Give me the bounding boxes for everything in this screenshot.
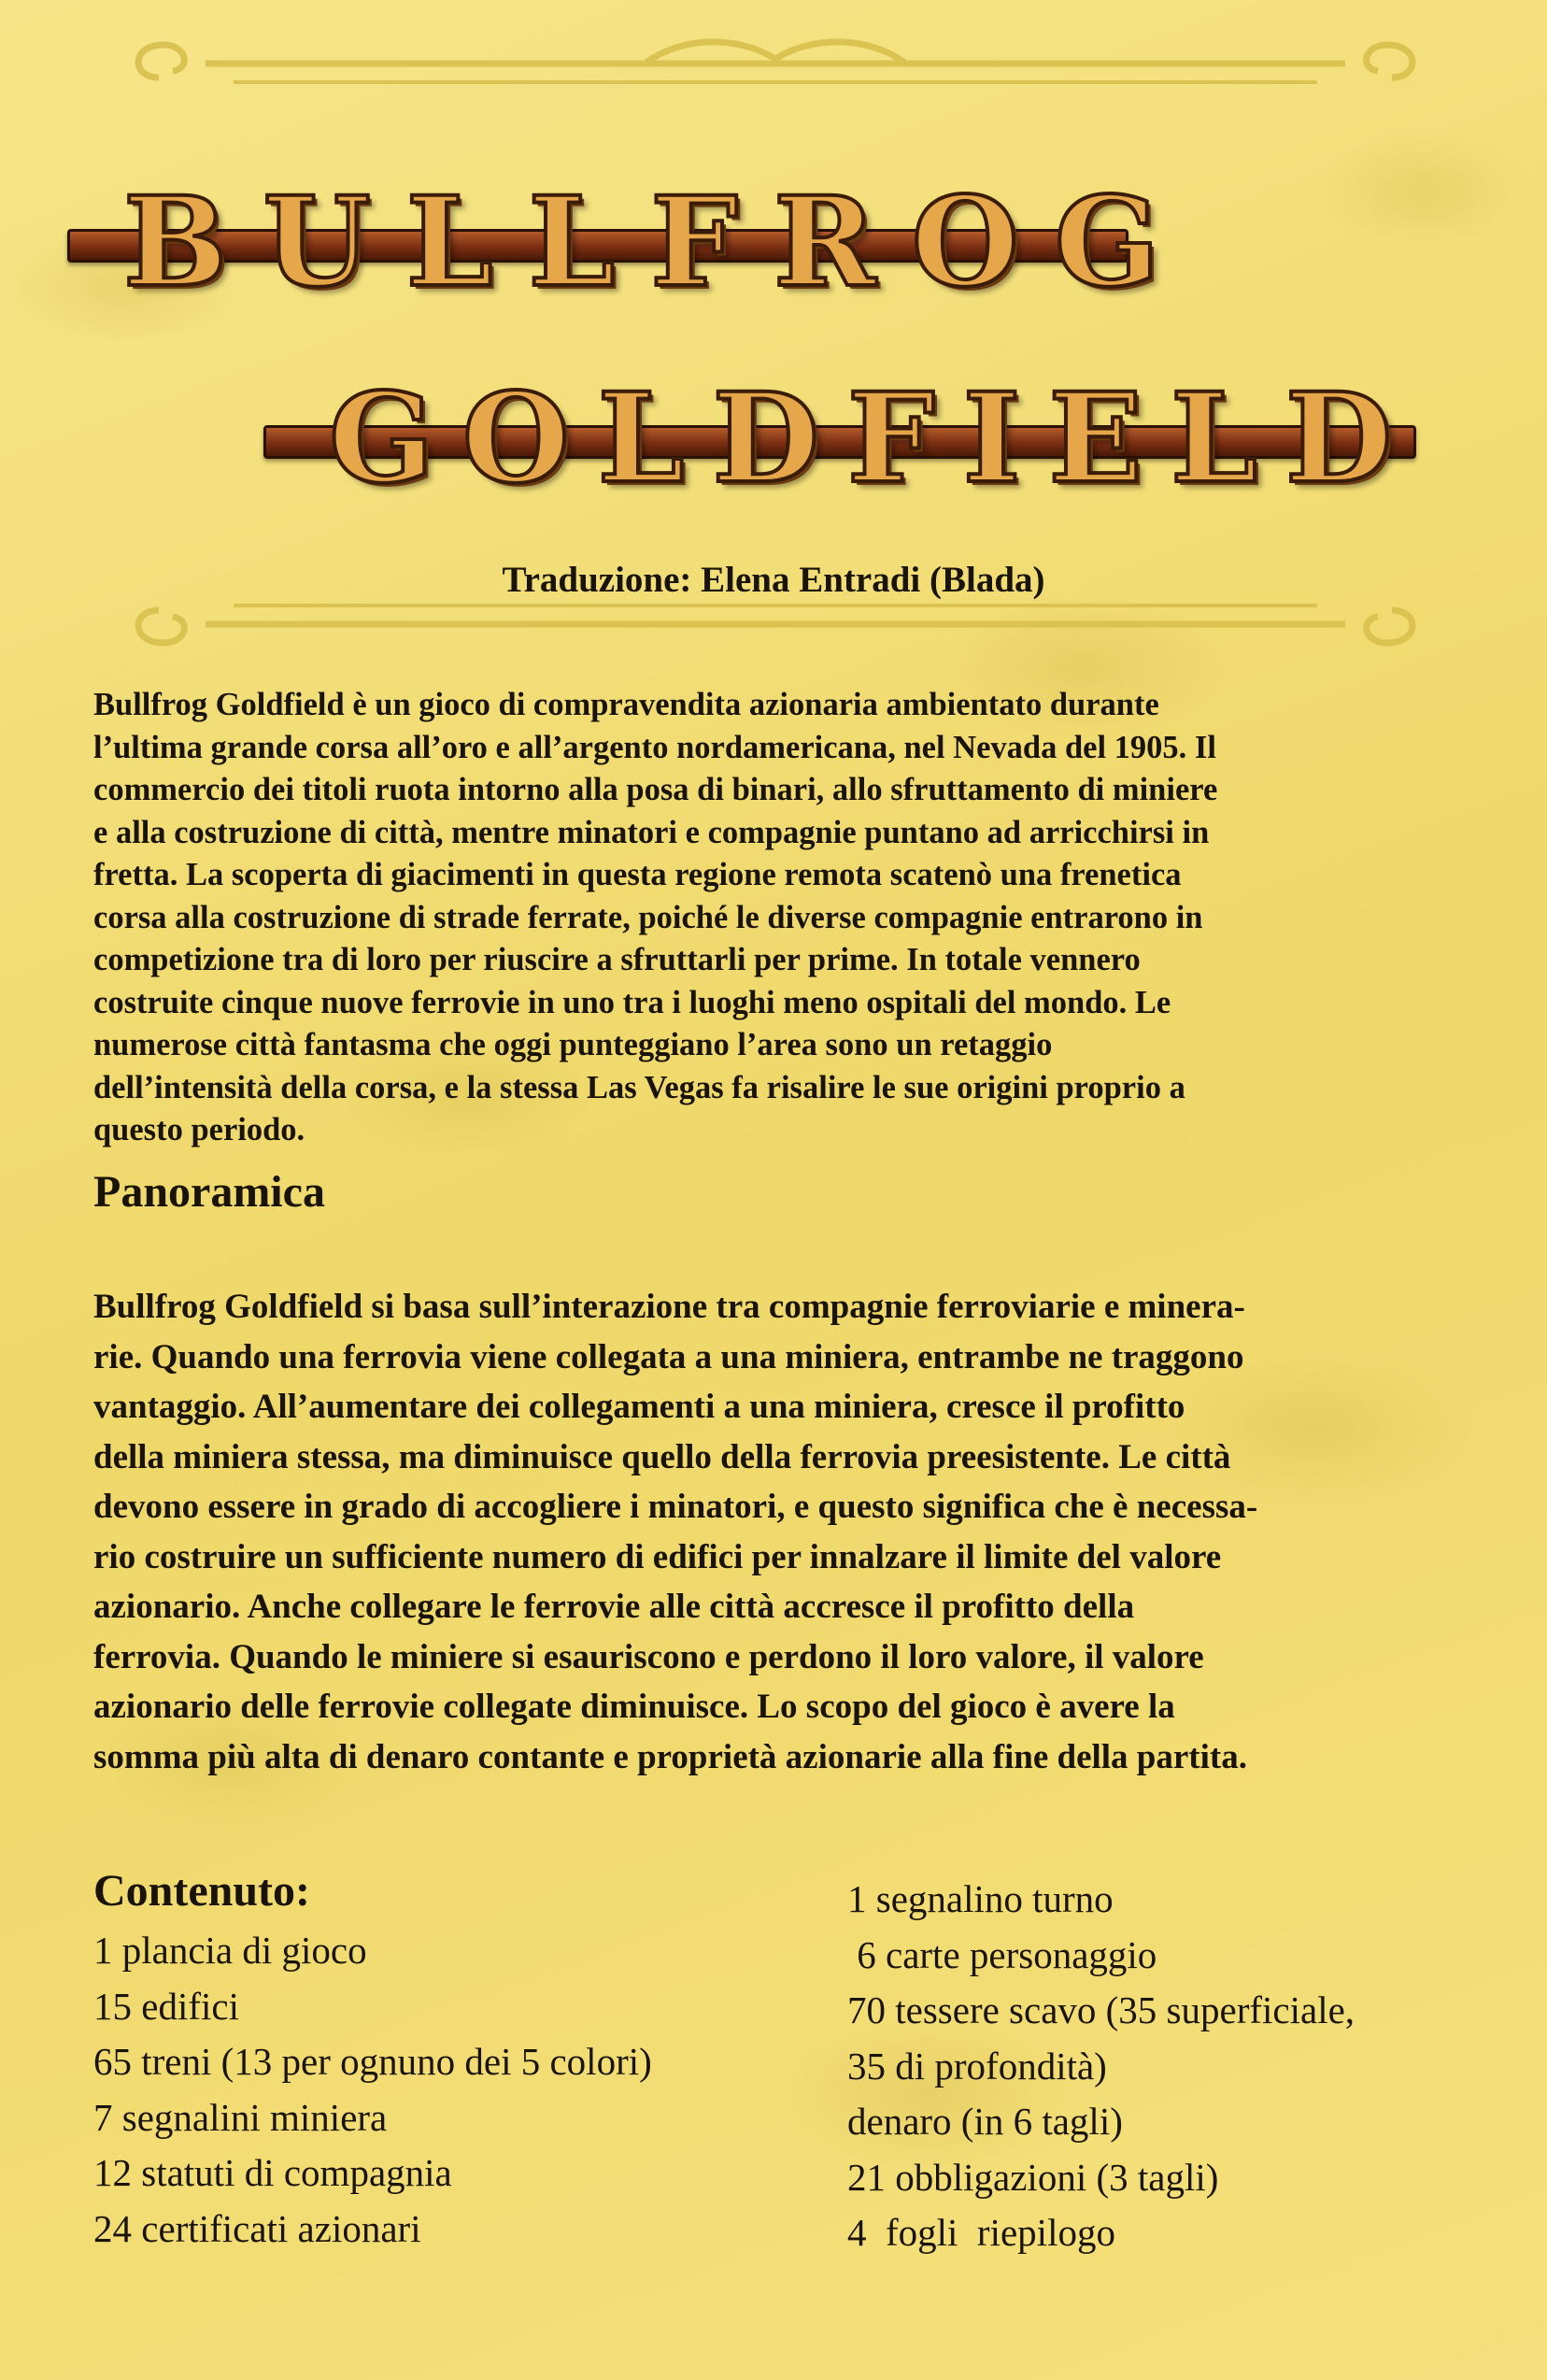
text-line: somma più alta di denaro contante e proprietà azionarie alla fine della partita. [93,1737,1247,1776]
text-line: numerose città fantasma che oggi punteggiano l’area sono un retaggio [93,1027,1053,1062]
text-line: costruite cinque nuove ferrovie in uno tra i luoghi meno ospitali del mondo. Le [93,984,1171,1020]
text-line: fretta. La scoperta di giacimenti in questa regione remota scatenò una frenetica [93,857,1182,892]
text-line: azionario delle ferrovie collegate diminuisce. Lo scopo del gioco è avere la [93,1688,1175,1726]
list-item: 24 certificati azionari [93,2206,421,2250]
text-line: e alla costruzione di città, mentre minatori e compagnie puntano ad arricchirsi in [93,814,1210,850]
list-item: 7 segnalini miniera [93,2095,388,2139]
list-item: 6 carte personaggio [847,1932,1157,1976]
text-line: dell’intensità della corsa, e la stessa Las Vegas fa risalire le sue origini proprio a [93,1069,1185,1105]
panorama-heading: Panoramica [93,1167,325,1217]
intro-paragraph [93,684,1467,1152]
list-item: 70 tessere scavo (35 superficiale, [847,1988,1355,2031]
game-logo [0,170,1547,570]
text-line: rio costruire un sufficiente numero di edifici per innalzare il limite del valore [93,1537,1222,1576]
logo-line-goldfield [263,366,1421,511]
list-item: 21 obbligazioni (3 tagli) [847,2155,1219,2199]
text-line: questo periodo. [93,1112,305,1147]
text-line: Bullfrog Goldfield si basa sull’interazione tra compagnie ferroviarie e minera- [93,1288,1245,1326]
contents-list-right [847,1872,1355,2261]
text-line: commercio dei titoli ruota intorno alla posa di binari, allo sfruttamento di miniere [93,772,1218,807]
list-item: 1 plancia di gioco [93,1929,367,1972]
text-line: della miniera stessa, ma diminuisce quello della ferrovia preesistente. Le città [93,1437,1231,1476]
scroll-ornament-top [121,26,1429,101]
list-item: 15 edifici [93,1984,239,2028]
text-line: azionario. Anche collegare le ferrovie alle città accresce il profitto della [93,1588,1135,1626]
text-line: ferrovia. Quando le miniere si esauriscono e perdono il loro valore, il valore [93,1637,1204,1676]
logo-text-goldfield: GOLDFIELD [329,366,1421,511]
panorama-paragraph [93,1282,1467,1782]
list-item: 1 segnalino turno [847,1877,1114,1920]
contents-heading: Contenuto: [93,1866,311,1916]
text-line: corsa alla costruzione di strade ferrate, poiché le diverse compagnie entrarono in [93,899,1203,935]
translator-credit: Traduzione: Elena Entradi (Blada) [502,560,1045,600]
text-line: competizione tra di loro per riuscire a sfruttarli per prime. In totale vennero [93,942,1141,977]
text-line: rie. Quando una ferrovia viene collegata a una miniera, entrambe ne traggono [93,1337,1244,1376]
text-line: devono essere in grado di accogliere i minatori, e questo significa che è necessa- [93,1488,1258,1526]
list-item: 65 treni (13 per ognuno dei 5 colori) [93,2040,652,2083]
text-line: vantaggio. All’aumentare dei collegamenti a una miniera, cresce il profitto [93,1388,1185,1426]
list-item: 4 fogli riepilogo [847,2211,1115,2254]
text-line: Bullfrog Goldfield è un gioco di compravendita azionaria ambientato durante [93,687,1159,722]
contents-list-left [93,1923,652,2257]
list-item: 12 statuti di compagnia [93,2151,452,2194]
logo-line-bullfrog [67,170,1196,315]
list-item: 35 di profondità) [847,2044,1107,2088]
logo-text-bullfrog: BULLFROG [123,170,1196,315]
text-line: l’ultima grande corsa all’oro e all’argento nordamericana, nel Nevada del 1905. Il [93,729,1216,765]
list-item: denaro (in 6 tagli) [847,2100,1123,2143]
